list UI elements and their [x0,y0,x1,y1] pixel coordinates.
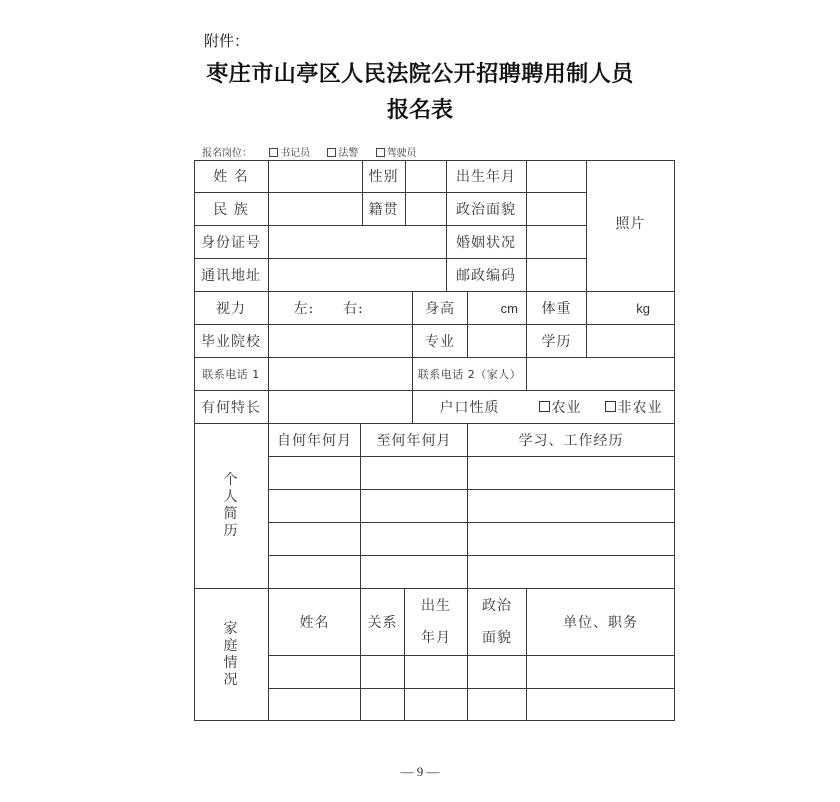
vision-label: 视力 [216,301,246,317]
name-label: 姓 名 [213,169,249,185]
resume-col-from: 自何年何月 [277,433,352,449]
attachment-label: 附件： [204,32,250,50]
specialty-label: 有何特长 [201,400,261,416]
political-status-field[interactable] [527,193,586,225]
height-field[interactable]: cm [500,300,518,316]
postcode-field[interactable] [527,259,586,291]
photo-label: 照片 [615,216,646,232]
weight-label: 体重 [541,301,572,317]
phone2-label: 联系电话 2（家人） [417,368,522,381]
resume-col-experience: 学习、工作经历 [518,433,624,449]
gender-field[interactable] [406,160,446,192]
position-selector [202,144,417,159]
gender-label: 性别 [368,169,399,185]
education-label: 学历 [541,334,572,350]
major-field[interactable] [468,325,526,357]
school-label: 毕业院校 [201,334,261,350]
major-label: 专业 [425,334,455,350]
checkbox-icon[interactable] [269,148,278,157]
weight-field[interactable]: kg [636,300,650,316]
checkbox-icon[interactable] [376,148,385,157]
id-number-label: 身份证号 [201,235,261,251]
family-col-political: 政治 面貌 [482,598,512,646]
education-field[interactable] [587,325,674,357]
photo-box[interactable] [587,160,674,291]
family-col-birth: 出生 年月 [421,598,451,646]
hukou-option-nonagri[interactable]: 非农业 [605,397,663,417]
position-label: 报名岗位： [202,148,252,159]
form-title: 枣庄市山亭区人民法院公开招聘聘用制人员 [206,61,634,87]
resume-col-to: 至何年何月 [376,433,452,449]
resume-section-label: 个 人 简 历 [223,472,239,539]
marital-status-field[interactable] [527,226,586,258]
family-col-name: 姓名 [299,615,330,631]
height-label: 身高 [425,301,455,317]
address-label: 通讯地址 [201,268,261,284]
family-section-label: 家 庭 情 况 [223,620,239,688]
phone2-field[interactable] [527,358,674,390]
family-col-relation: 关系 [367,615,398,631]
checkbox-icon[interactable] [539,401,550,412]
position-option-bailiff[interactable]: 法警 [327,148,358,159]
hukou-label: 户口性质 [439,400,500,416]
native-place-field[interactable] [406,193,446,225]
vision-right-label[interactable]: 右: [343,301,364,317]
form-subtitle: 报名表 [386,97,453,123]
ethnicity-label: 民 族 [213,202,249,218]
hukou-option-agri[interactable]: 农业 [539,397,582,417]
checkbox-icon[interactable] [605,401,616,412]
address-field[interactable] [269,259,446,291]
birth-label: 出生年月 [456,169,516,185]
political-status-label: 政治面貌 [456,202,516,218]
marital-status-label: 婚姻状况 [456,235,516,251]
phone1-label: 联系电话 1 [202,368,260,381]
position-option-clerk[interactable]: 书记员 [269,148,310,159]
vision-left-label[interactable]: 左: [293,301,315,317]
position-option-driver[interactable]: 驾驶员 [376,148,417,159]
school-field[interactable] [269,325,412,357]
native-place-label: 籍贯 [368,202,399,218]
specialty-field[interactable] [269,391,412,423]
id-number-field[interactable] [269,226,446,258]
name-field[interactable] [269,160,362,192]
page-number: — 9 — [400,764,440,779]
family-col-unit: 单位、职务 [563,615,638,631]
checkbox-icon[interactable] [327,148,336,157]
phone1-field[interactable] [269,358,412,390]
postcode-label: 邮政编码 [456,268,516,284]
ethnicity-field[interactable] [269,193,362,225]
birth-field[interactable] [527,160,586,192]
hukou-options [527,391,674,423]
